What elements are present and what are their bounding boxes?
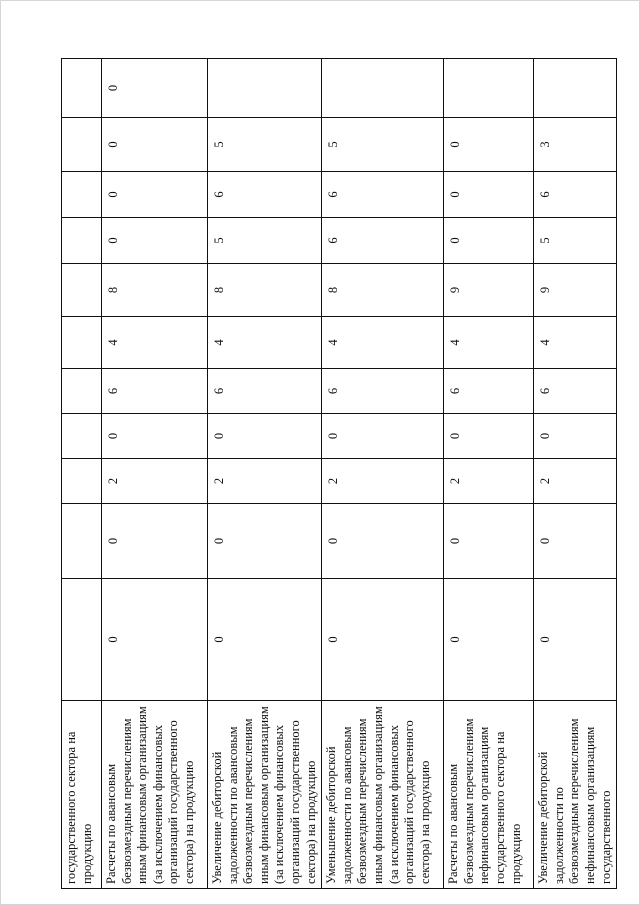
code-digit-cell: 6	[322, 218, 444, 264]
code-digit-cell: 0	[102, 218, 208, 264]
code-digit-cell: 6	[534, 172, 617, 218]
code-digit-cell: 4	[102, 317, 208, 369]
code-digit-cell	[62, 218, 102, 264]
code-digit-cell: 0	[534, 504, 617, 579]
code-digit-cell: 5	[534, 218, 617, 264]
code-digit-cell: 0	[534, 414, 617, 459]
code-digit-cell: 0	[322, 504, 444, 579]
code-digit-cell: 0	[444, 172, 534, 218]
code-digit-cell: 4	[534, 317, 617, 369]
code-digit-cell	[322, 59, 444, 118]
code-digit-cell: 2	[208, 459, 322, 504]
code-digit-cell: 0	[444, 579, 534, 701]
table-row	[208, 59, 322, 889]
code-digit-cell: 3	[534, 118, 617, 172]
code-digit-cell: 0	[444, 414, 534, 459]
code-digit-cell: 0	[534, 579, 617, 701]
code-digit-cell: 0	[208, 504, 322, 579]
code-digit-cell: 6	[534, 369, 617, 414]
rotated-table-container	[61, 59, 613, 889]
code-digit-cell: 5	[208, 218, 322, 264]
code-digit-cell	[62, 504, 102, 579]
code-digit-cell: 6	[322, 172, 444, 218]
code-digit-cell	[208, 59, 322, 118]
table-row	[62, 59, 102, 889]
code-digit-cell: 0	[444, 218, 534, 264]
code-digit-cell: 4	[322, 317, 444, 369]
code-digit-cell: 4	[208, 317, 322, 369]
code-digit-cell	[62, 172, 102, 218]
code-digit-cell: 0	[102, 504, 208, 579]
code-digit-cell	[62, 59, 102, 118]
code-digit-cell: 4	[444, 317, 534, 369]
code-digit-cell: 9	[534, 264, 617, 317]
code-digit-cell: 6	[102, 369, 208, 414]
row-description: Увеличение дебиторской задолженности по безвозмездным перечислениям нефинансовым организациям государственного	[534, 701, 617, 889]
code-digit-cell: 0	[102, 579, 208, 701]
code-digit-cell	[62, 579, 102, 701]
code-digit-cell: 5	[208, 118, 322, 172]
code-digit-cell: 2	[534, 459, 617, 504]
code-digit-cell	[62, 118, 102, 172]
code-digit-cell: 2	[102, 459, 208, 504]
table-body	[62, 59, 617, 889]
code-digit-cell: 9	[444, 264, 534, 317]
code-digit-cell	[62, 317, 102, 369]
code-digit-cell: 6	[322, 369, 444, 414]
row-description: государственного сектора на продукцию	[62, 701, 102, 889]
code-digit-cell	[444, 59, 534, 118]
code-digit-cell: 0	[102, 118, 208, 172]
code-digit-cell: 8	[102, 264, 208, 317]
row-description: Расчеты по авансовым безвозмездным перечислениям иным финансовым организациям (за исключением финансовых организаций государственного сектора) на продукцию	[102, 701, 208, 889]
code-digit-cell	[534, 59, 617, 118]
code-digit-cell: 5	[322, 118, 444, 172]
code-digit-cell: 8	[208, 264, 322, 317]
code-digit-cell: 2	[322, 459, 444, 504]
code-digit-cell: 6	[444, 369, 534, 414]
code-digit-cell: 0	[444, 118, 534, 172]
code-digit-cell: 0	[322, 414, 444, 459]
code-digit-cell	[62, 369, 102, 414]
code-digit-cell	[62, 459, 102, 504]
code-digit-cell: 0	[208, 414, 322, 459]
code-digit-cell: 0	[102, 172, 208, 218]
table-row	[102, 59, 208, 889]
code-digit-cell: 6	[208, 172, 322, 218]
code-digit-cell	[62, 414, 102, 459]
code-digit-cell: 0	[208, 579, 322, 701]
table-row	[534, 59, 617, 889]
code-digit-cell: 0	[102, 414, 208, 459]
code-digit-cell: 0	[444, 504, 534, 579]
code-digit-cell: 2	[444, 459, 534, 504]
table-row	[444, 59, 534, 889]
row-description: Уменьшение дебиторской задолженности по авансовым безвозмездным перечислениям иным финансовым организациям (за исключением финансовых организаций государственного сектора) на продукцию	[322, 701, 444, 889]
table-row	[322, 59, 444, 889]
code-digit-cell: 0	[322, 579, 444, 701]
code-digit-cell: 0	[102, 59, 208, 118]
code-digit-cell	[62, 264, 102, 317]
row-description: Расчеты по авансовым безвозмездным перечислениям нефинансовым организациям государственного сектора на продукцию	[444, 701, 534, 889]
row-description: Увеличение дебиторской задолженности по авансовым безвозмездным перечислениям иным финансовым организациям (за исключением финансовых организаций государственного сектора) на продукцию	[208, 701, 322, 889]
accounts-table	[61, 58, 617, 889]
code-digit-cell: 8	[322, 264, 444, 317]
code-digit-cell: 6	[208, 369, 322, 414]
